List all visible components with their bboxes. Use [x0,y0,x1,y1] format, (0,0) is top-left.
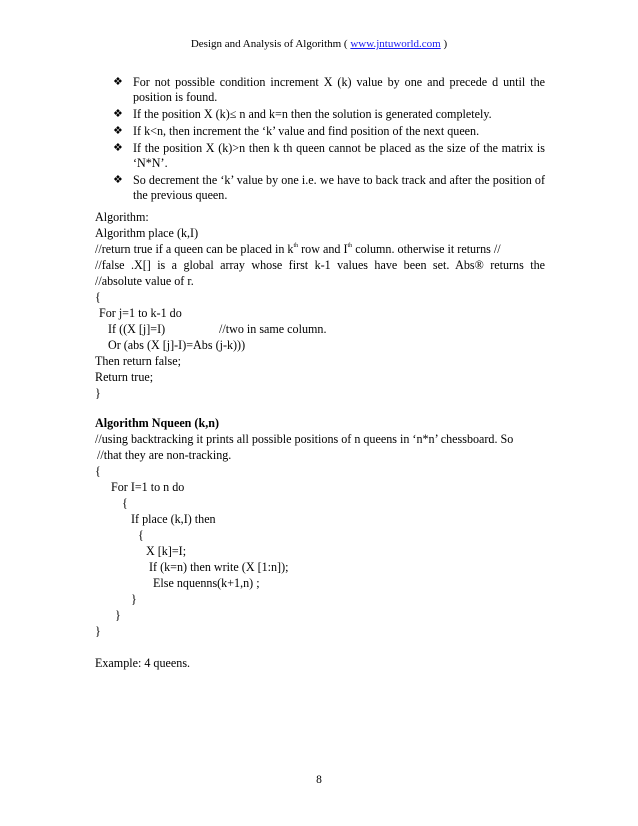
page-header [0,37,638,51]
nqueen-comment-1: //using backtracking it prints all possible positions of n queens in ‘n*n’ chessboard. So [95,432,514,446]
code-line: X [k]=I; [146,544,187,558]
nqueen-comment-2: //that they are non-tracking. [97,448,232,462]
code-line: Return true; [95,370,154,384]
place-comment-2: //false .X[] is a global array whose first k-1 values have been set. Abs® returns the [95,258,545,272]
code-brace: } [95,386,101,400]
diamond-bullet-icon: ❖ [113,173,123,186]
list-item [113,75,545,106]
bullet-text: If k<n, then increment the ‘k’ value and find position of the next queen. [133,123,480,138]
list-item [113,173,545,204]
bullet-text: If the position X (k)>n then k th queen cannot be placed as the size of the matrix is ‘N*N’. [133,140,545,170]
header-title-prefix: Design and Analysis of Algorithm ( [190,38,348,50]
list-item [113,124,545,139]
code-brace: { [122,496,128,510]
header-link[interactable]: www.jntuworld.com [350,38,441,50]
place-signature: Algorithm place (k,I) [95,226,199,240]
bullet-text: So decrement the ‘k’ value by one i.e. we have to back track and after the position of the previous queen. [133,172,545,203]
diamond-bullet-icon: ❖ [113,141,123,154]
code-line: If ((X [j]=I) //two in same column. [108,322,327,336]
code-brace: } [115,608,121,622]
bullet-text: If the position X (k)≤ n and k=n then the solution is generated completely. [133,107,492,122]
header-title-suffix: ) [443,38,448,50]
algorithm-heading: Algorithm: [95,210,149,224]
diamond-bullet-icon: ❖ [113,76,123,88]
code-brace: } [95,624,101,638]
code-line: Then return false; [95,354,181,368]
diamond-bullet-icon: ❖ [113,124,123,137]
code-line: If place (k,I) then [131,512,216,526]
code-line: Or (abs (X [j]-I)=Abs (j-k))) [108,338,246,352]
page-number: 8 [316,774,322,786]
example-caption: Example: 4 queens. [95,656,191,670]
list-item [113,141,545,172]
code-line: For j=1 to k-1 do [99,306,182,320]
code-brace: } [131,592,137,606]
code-line: Else nquenns(k+1,n) ; [153,576,260,590]
code-brace: { [95,290,101,304]
code-line: For I=1 to n do [111,480,185,494]
diamond-bullet-icon: ❖ [113,108,123,121]
code-brace: { [95,464,101,478]
code-brace: { [138,528,144,542]
code-line: If (k=n) then write (X [1:n]); [149,560,289,574]
bullet-list [113,75,545,205]
list-item [113,107,545,122]
place-comment-1: //return true if a queen can be placed in $k^{th}$ row and Ith column. otherwise it returns // [95,242,501,256]
nqueen-title: Algorithm Nqueen (k,n) [95,416,219,430]
bullet-text: For not possible condition increment X (k) value by one and precede d until the position is found. [133,75,545,105]
place-comment-3: //absolute value of r. [95,274,194,288]
